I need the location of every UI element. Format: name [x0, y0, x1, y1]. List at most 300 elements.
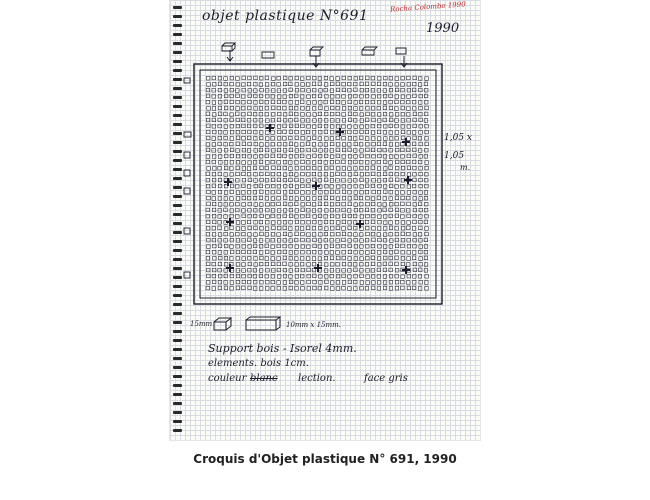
grid-element — [265, 106, 269, 110]
grid-element — [283, 281, 287, 285]
grid-element — [230, 82, 234, 86]
grid-element — [359, 208, 363, 212]
grid-element — [419, 178, 423, 182]
grid-element — [271, 89, 275, 93]
grid-element — [313, 148, 317, 152]
grid-element — [254, 263, 258, 267]
grid-element — [283, 274, 287, 278]
grid-element — [342, 143, 346, 147]
grid-element — [330, 256, 334, 260]
grid-element — [313, 274, 317, 278]
grid-element — [324, 166, 328, 170]
grid-element — [354, 196, 358, 200]
grid-element — [377, 160, 381, 164]
grid-element — [324, 130, 328, 134]
grid-element — [307, 287, 311, 291]
grid-element — [260, 88, 264, 92]
grid-element — [313, 220, 317, 224]
grid-element — [365, 286, 369, 290]
grid-element — [271, 172, 275, 176]
grid-element — [301, 184, 305, 188]
grid-element — [419, 239, 423, 243]
grid-element — [354, 155, 358, 159]
grid-element — [324, 286, 328, 290]
grid-element — [301, 124, 305, 128]
grid-element — [260, 203, 264, 207]
grid-element — [413, 203, 417, 207]
grid-element — [283, 209, 287, 213]
grid-element — [236, 280, 240, 284]
grid-element — [277, 76, 281, 80]
grid-element — [424, 94, 428, 98]
grid-element — [212, 101, 216, 105]
grid-element — [389, 161, 393, 165]
grid-element — [312, 203, 316, 207]
grid-element — [253, 161, 257, 165]
grid-element — [218, 136, 222, 140]
grid-element — [354, 287, 358, 291]
grid-element — [301, 131, 305, 135]
grid-element — [266, 94, 270, 98]
grid-element — [277, 281, 281, 285]
grid-element — [424, 220, 428, 224]
grid-element — [412, 227, 416, 231]
grid-element — [377, 167, 381, 171]
grid-element — [401, 148, 405, 152]
grid-element — [277, 244, 281, 248]
grid-element — [295, 215, 299, 219]
grid-element — [424, 250, 428, 254]
grid-element — [230, 286, 234, 290]
grid-element — [313, 154, 317, 158]
grid-element — [348, 160, 352, 164]
grid-element — [259, 269, 263, 273]
grid-element — [236, 160, 240, 164]
grid-element — [224, 191, 228, 195]
grid-element — [371, 214, 375, 218]
grid-element — [218, 262, 222, 266]
grid-element — [206, 160, 210, 164]
grid-element — [419, 124, 423, 128]
grid-element — [277, 190, 281, 194]
grid-element — [307, 250, 311, 254]
grid-element — [360, 178, 364, 182]
grid-element — [383, 197, 387, 201]
grid-element — [294, 94, 298, 98]
grid-element — [224, 125, 228, 129]
grid-element — [259, 94, 263, 98]
grid-element — [242, 130, 246, 134]
grid-element — [236, 118, 240, 122]
grid-element — [236, 286, 240, 290]
grid-element — [354, 160, 358, 164]
grid-element — [365, 220, 369, 224]
grid-element — [359, 160, 363, 164]
grid-element — [365, 137, 369, 141]
grid-element — [319, 149, 323, 153]
grid-element — [371, 256, 375, 260]
grid-element — [378, 244, 382, 248]
grid-element — [247, 118, 251, 122]
grid-element — [354, 82, 358, 86]
grid-element — [360, 286, 364, 290]
grid-element — [271, 197, 275, 201]
grid-element — [365, 88, 369, 92]
grid-element — [425, 148, 429, 152]
grid-element — [324, 178, 328, 182]
grid-element — [365, 226, 369, 230]
grid-element — [325, 209, 329, 213]
grid-element — [247, 82, 251, 86]
grid-element — [413, 166, 417, 170]
grid-element — [248, 233, 252, 237]
grid-element — [277, 257, 281, 261]
grid-element — [377, 77, 381, 81]
grid-element — [348, 130, 352, 134]
grid-element — [389, 226, 393, 230]
grid-element — [342, 172, 346, 176]
grid-element — [389, 83, 393, 87]
grid-element — [283, 82, 287, 86]
grid-element — [401, 184, 405, 188]
grid-element — [407, 214, 411, 218]
grid-element — [277, 125, 281, 129]
grid-element — [348, 112, 352, 116]
grid-element — [319, 281, 323, 285]
grid-element — [224, 131, 228, 135]
grid-element — [360, 262, 364, 266]
grid-element — [212, 233, 216, 237]
grid-element — [401, 76, 405, 80]
grid-element — [336, 82, 340, 86]
grid-element — [289, 148, 293, 152]
grid-element — [283, 262, 287, 266]
grid-element — [265, 233, 269, 237]
grid-element — [254, 101, 258, 105]
grid-element — [283, 256, 287, 260]
grid-element — [372, 142, 376, 146]
grid-element — [312, 107, 316, 111]
grid-element — [277, 209, 281, 213]
grid-element — [271, 95, 275, 99]
grid-element — [395, 191, 399, 195]
grid-element — [424, 191, 428, 195]
grid-element — [348, 143, 352, 147]
grid-element — [307, 268, 311, 272]
grid-element — [395, 136, 399, 140]
grid-element — [242, 136, 246, 140]
grid-element — [236, 191, 240, 195]
grid-element — [260, 214, 264, 218]
grid-element — [283, 106, 287, 110]
grid-element — [259, 184, 263, 188]
grid-element — [330, 95, 334, 99]
grid-element — [242, 232, 246, 236]
grid-element — [412, 131, 416, 135]
grid-element — [289, 94, 293, 98]
grid-element — [253, 239, 257, 243]
grid-element — [330, 77, 334, 81]
grid-element — [289, 275, 293, 279]
grid-element — [271, 221, 275, 225]
grid-element — [236, 232, 240, 236]
grid-element — [212, 125, 216, 129]
grid-element — [360, 125, 364, 129]
grid-element — [348, 154, 352, 158]
grid-element — [425, 106, 429, 110]
grid-element — [365, 166, 369, 170]
grid-element — [247, 280, 251, 284]
grid-element — [283, 202, 287, 206]
grid-element — [248, 274, 252, 278]
grid-element — [318, 214, 322, 218]
grid-element — [365, 125, 369, 129]
grid-element — [330, 137, 334, 141]
grid-element — [254, 179, 258, 183]
grid-element — [241, 95, 245, 99]
grid-element — [366, 251, 370, 255]
grid-element — [330, 112, 334, 116]
grid-element — [295, 220, 299, 224]
grid-element — [313, 197, 317, 201]
grid-element — [236, 197, 240, 201]
grid-element — [306, 83, 310, 87]
grid-element — [413, 107, 417, 111]
note-colour-word: couleur — [208, 373, 247, 384]
grid-element — [300, 154, 304, 158]
grid-element — [330, 251, 334, 255]
grid-element — [371, 232, 375, 236]
grid-element — [242, 196, 246, 200]
grid-element — [407, 191, 411, 195]
grid-element — [342, 281, 346, 285]
grid-element — [313, 119, 317, 123]
grid-element — [277, 226, 281, 230]
grid-element — [283, 232, 287, 236]
grid-element — [224, 82, 228, 86]
grid-element — [253, 280, 257, 284]
grid-element — [407, 286, 411, 290]
grid-element — [413, 197, 417, 201]
grid-element — [395, 172, 399, 176]
grid-element — [271, 262, 275, 266]
grid-element — [266, 208, 270, 212]
grid-element — [371, 137, 375, 141]
grid-element — [295, 178, 299, 182]
grid-element — [395, 214, 399, 218]
grid-element — [348, 287, 352, 291]
grid-element — [354, 130, 358, 134]
grid-element — [213, 256, 217, 260]
grid-element — [389, 166, 393, 170]
grid-element — [312, 233, 316, 237]
grid-element — [236, 124, 240, 128]
grid-element — [378, 154, 382, 158]
grid-element — [266, 215, 270, 219]
grid-element — [413, 275, 417, 279]
grid-element — [218, 286, 222, 290]
grid-element — [359, 142, 363, 146]
grid-element — [401, 208, 405, 212]
grid-element — [307, 184, 311, 188]
grid-element — [242, 227, 246, 231]
grid-element — [419, 245, 423, 249]
grid-element — [265, 227, 269, 231]
grid-element — [247, 190, 251, 194]
grid-element — [407, 221, 411, 225]
grid-element — [389, 251, 393, 255]
grid-element — [241, 106, 245, 110]
grid-element — [206, 178, 210, 182]
grid-element — [206, 100, 210, 104]
grid-element — [354, 77, 358, 81]
grid-element — [283, 287, 287, 291]
grid-element — [278, 142, 282, 146]
grid-element — [348, 269, 352, 273]
grid-element — [212, 226, 216, 230]
grid-element — [401, 95, 405, 99]
grid-element — [277, 262, 281, 266]
grid-element — [235, 112, 239, 116]
grid-element — [212, 268, 216, 272]
grid-element — [247, 196, 251, 200]
grid-element — [236, 208, 240, 212]
grid-element — [324, 214, 328, 218]
grid-element — [389, 184, 393, 188]
grid-element — [324, 124, 328, 128]
grid-element — [307, 208, 311, 212]
grid-element — [366, 275, 370, 279]
grid-element — [283, 166, 287, 170]
grid-element — [336, 274, 340, 278]
grid-element — [412, 256, 416, 260]
grid-element — [401, 275, 405, 279]
grid-element — [230, 130, 234, 134]
grid-element — [407, 166, 411, 170]
grid-element — [318, 226, 322, 230]
grid-element — [348, 232, 352, 236]
grid-element — [218, 172, 222, 176]
grid-element — [289, 184, 293, 188]
grid-element — [419, 118, 423, 122]
grid-element — [383, 238, 387, 242]
grid-element — [425, 214, 429, 218]
grid-element — [360, 202, 364, 206]
grid-element — [295, 190, 299, 194]
grid-element — [366, 269, 370, 273]
grid-element — [266, 184, 270, 188]
grid-element — [383, 94, 387, 98]
grid-element — [324, 83, 328, 87]
grid-element — [218, 190, 222, 194]
grid-element — [360, 269, 364, 273]
grid-element — [401, 202, 405, 206]
grid-element — [359, 233, 363, 237]
grid-element — [301, 214, 305, 218]
grid-element — [277, 178, 281, 182]
grid-element — [389, 137, 393, 141]
grid-element — [295, 112, 299, 116]
grid-element — [283, 184, 287, 188]
grid-element — [384, 190, 388, 194]
grid-element — [395, 280, 399, 284]
grid-element — [407, 274, 411, 278]
grid-element — [236, 269, 240, 273]
grid-element — [254, 257, 258, 261]
grid-element — [254, 220, 258, 224]
grid-element — [424, 269, 428, 273]
grid-element — [213, 244, 217, 248]
grid-element — [230, 197, 234, 201]
grid-element — [336, 262, 340, 266]
grid-element — [230, 274, 234, 278]
grid-element — [207, 196, 211, 200]
grid-element — [224, 173, 228, 177]
grid-element — [413, 220, 417, 224]
grid-element — [359, 76, 363, 80]
grid-element — [395, 119, 399, 123]
grid-element — [418, 233, 422, 237]
grid-element — [401, 196, 405, 200]
grid-element — [360, 257, 364, 261]
grid-element — [425, 227, 429, 231]
grid-element — [277, 275, 281, 279]
grid-element — [218, 251, 222, 255]
grid-element — [253, 112, 257, 116]
grid-element — [383, 281, 387, 285]
grid-element — [295, 202, 299, 206]
grid-element — [307, 202, 311, 206]
grid-element — [230, 281, 234, 285]
grid-element — [218, 100, 222, 104]
grid-element — [265, 274, 269, 278]
grid-element — [318, 124, 322, 128]
grid-element — [371, 107, 375, 111]
grid-element — [366, 196, 370, 200]
grid-element — [289, 233, 293, 237]
grid-element — [206, 232, 210, 236]
grid-element — [342, 95, 346, 99]
grid-element — [295, 76, 299, 80]
grid-element — [360, 119, 364, 123]
grid-element — [348, 118, 352, 122]
grid-element — [300, 262, 304, 266]
grid-element — [253, 166, 257, 170]
grid-element — [307, 148, 311, 152]
dimension-unit: m. — [460, 163, 471, 172]
grid-element — [265, 89, 269, 93]
grid-element — [366, 154, 370, 158]
grid-element — [377, 190, 381, 194]
grid-element — [330, 166, 334, 170]
grid-element — [224, 281, 228, 285]
grid-element — [271, 178, 275, 182]
grid-element — [259, 131, 263, 135]
grid-element — [348, 220, 352, 224]
grid-element — [336, 185, 340, 189]
grid-element — [230, 142, 234, 146]
grid-element — [348, 88, 352, 92]
grid-element — [342, 208, 346, 212]
grid-element — [418, 268, 422, 272]
grid-element — [236, 227, 240, 231]
grid-element — [265, 262, 269, 266]
grid-element — [360, 149, 364, 153]
grid-element — [354, 94, 358, 98]
grid-element — [407, 131, 411, 135]
grid-element — [289, 263, 293, 267]
grid-element — [212, 149, 216, 153]
